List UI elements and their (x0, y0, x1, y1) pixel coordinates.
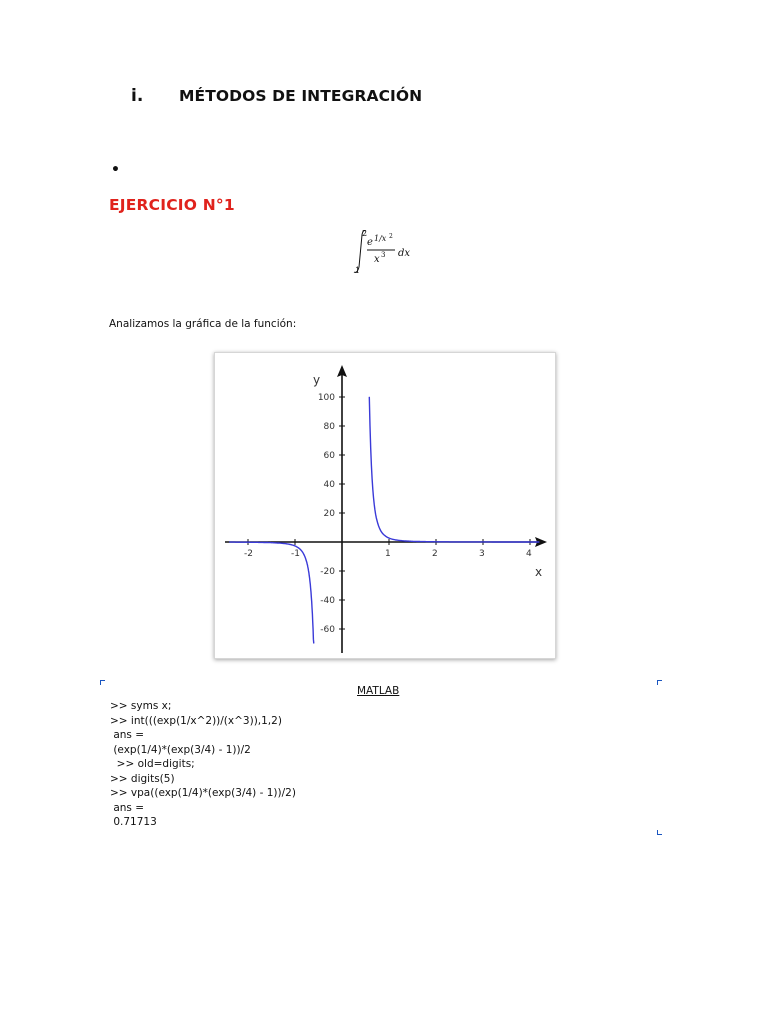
y-tick-label: -40 (320, 596, 335, 606)
numerator-base: e (367, 237, 373, 248)
integral-upper-limit: 2 (362, 229, 368, 238)
axis-ticks (244, 393, 532, 635)
y-tick-label: -20 (320, 567, 335, 577)
code-line: >> syms x; (110, 700, 172, 712)
integral-equation (345, 226, 440, 280)
code-line: 0.71713 (110, 816, 157, 828)
code-line: >> old=digits; (110, 758, 195, 770)
code-line: ans = (110, 729, 145, 741)
y-tick-label: 100 (317, 393, 335, 403)
bullet-point: • (111, 162, 120, 178)
y-axis-label: y (313, 373, 321, 387)
x-tick-label: -1 (291, 549, 300, 559)
numerator-exponent: 1/x (374, 234, 387, 243)
code-line: >> int(((exp(1/x^2))/(x^3)),1,2) (110, 714, 282, 727)
matlab-code-block (110, 699, 296, 830)
x-tick-label: 2 (432, 549, 438, 559)
section-title: MÉTODOS DE INTEGRACIÓN (179, 87, 423, 105)
x-tick-label: 1 (385, 549, 391, 559)
x-tick-label: -2 (244, 549, 253, 559)
numerator-exponent-power: 2 (389, 233, 393, 240)
x-axis-label: x (535, 565, 543, 579)
section-number: i. (131, 86, 144, 106)
analysis-text: Analizamos la gráfica de la función: (109, 318, 297, 330)
denominator-power: 3 (381, 251, 386, 259)
y-tick-label: 40 (323, 480, 335, 490)
matlab-heading: MATLAB (357, 685, 400, 697)
code-line: (exp(1/4)*(exp(3/4) - 1))/2 (110, 743, 251, 756)
axes (225, 365, 547, 653)
curve-negative-branch (229, 542, 314, 643)
function-graph (214, 352, 556, 659)
differential: dx (398, 248, 411, 259)
y-tick-label: 20 (323, 509, 335, 519)
text-box-corner-marker (657, 680, 662, 685)
code-line: ans = (110, 801, 145, 814)
code-line: >> digits(5) (110, 772, 175, 785)
x-tick-label: 4 (526, 549, 532, 559)
curves (229, 397, 539, 644)
y-tick-label: 80 (323, 422, 335, 432)
x-tick-label: 3 (479, 549, 485, 559)
y-tick-label: 60 (323, 451, 335, 461)
curve-positive-branch (369, 397, 539, 542)
text-box-corner-marker (100, 680, 105, 685)
graph-canvas (215, 353, 555, 658)
y-tick-label: -60 (320, 625, 335, 635)
code-line: >> vpa((exp(1/4)*(exp(3/4) - 1))/2) (110, 787, 296, 799)
integral-lower-limit: 1 (355, 266, 361, 275)
denominator-base: x (374, 254, 380, 265)
text-box-corner-marker (657, 830, 662, 835)
exercise-title: EJERCICIO N°1 (109, 196, 235, 214)
